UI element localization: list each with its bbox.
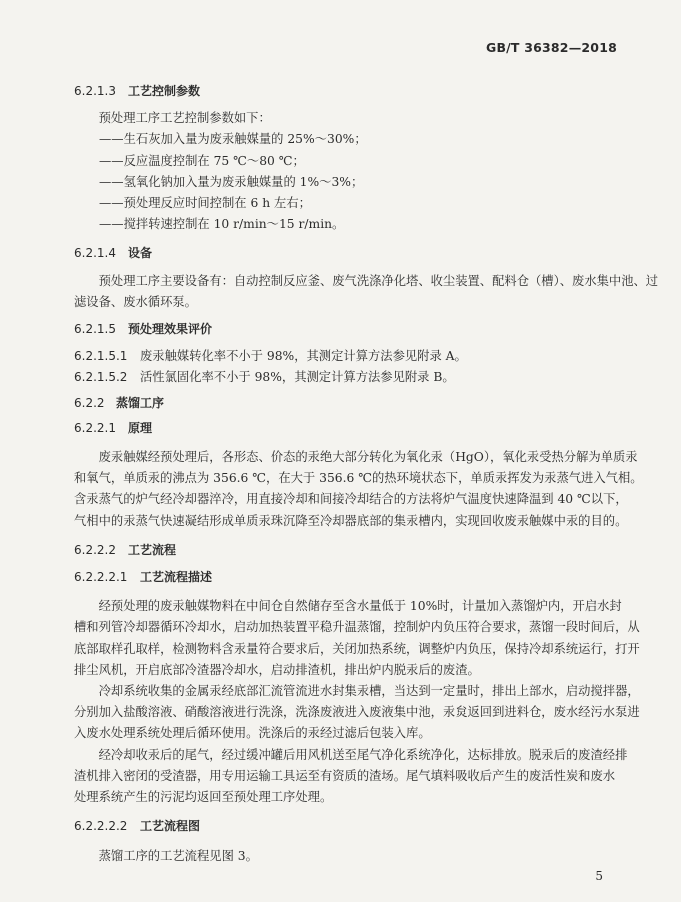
text-line: 经冷却收汞后的尾气，经过缓冲罐后用风机送至尾气净化系统净化，达标排放。脱汞后的废渣经排 [98,747,628,762]
heading-6-2-2-2 [74,540,622,561]
heading-title: 设备 [128,246,153,261]
paragraph-equipment [74,271,659,313]
heading-title: 工艺流程图 [140,819,201,834]
standard-number: GB/T 36382—2018 [485,40,617,55]
list-item: ——预处理反应时间控制在 6 h 左右； [99,196,311,211]
text-line: 和氧气，单质汞的沸点为 356.6 ℃，在大于 356.6 ℃的热环境状态下，单质汞挥发为汞蒸气进入气相。 [74,471,643,486]
text-line: 入废水处理系统处理后循环使用。洗涤后的汞经过滤后包装入库。 [74,726,431,741]
list-item: ——生石灰加入量为废汞触媒量的 25%～30%； [99,132,367,147]
text-line: 渣机排入密闭的受渣器，用专用运输工具运至有资质的渣场。尾气填料吸收后产生的废活性炭和废水 [74,768,616,783]
paragraph-intro: 预处理工序工艺控制参数如下： [98,111,271,126]
text-line: 处理系统产生的污泥均返回至预处理工序处理。 [74,790,333,805]
heading-6-2-1-4 [74,243,622,264]
clause-text: 废汞触媒转化率不小于 98%，其测定计算方法参见附录 A。 [140,349,467,364]
paragraph-process-1 [74,596,640,681]
heading-title: 工艺控制参数 [128,84,201,98]
heading-number: 6.2.2.1 [74,420,116,435]
heading-6-2-1-3 [74,81,622,102]
heading-title: 预处理效果评价 [128,322,213,337]
heading-6-2-2 [74,393,622,414]
paragraph-process-3 [74,745,628,809]
text-line: 滤设备、废水循环泵。 [74,294,197,309]
heading-number: 6.2.2.2.2 [74,819,128,834]
heading-number: 6.2.2.2.1 [74,570,128,585]
clause-number: 6.2.1.5.1 [74,349,128,364]
page-number: 5 [595,869,603,883]
text-line: 排尘风机，开启底部冷渣器冷却水，启动排渣机，排出炉内脱汞后的废渣。 [74,662,480,677]
paragraph-principle [74,447,643,532]
heading-title: 蒸馏工序 [116,395,165,410]
clause-number: 6.2.1.5.2 [74,370,128,385]
heading-number: 6.2.1.5 [74,322,116,337]
list-item: ——反应温度控制在 75 ℃～80 ℃； [99,153,305,168]
heading-title: 工艺流程描述 [140,570,213,585]
text-line: 气相中的汞蒸气快速凝结形成单质汞珠沉降至冷却器底部的集汞槽内，实现回收废汞触媒中汞的目的。 [74,513,628,528]
page-content [74,81,659,867]
heading-number: 6.2.1.4 [74,246,116,261]
text-line: 经预处理的废汞触媒物料在中间仓自然储存至含水量低于 10%时，计量加入蒸馏炉内，开启水封 [98,599,622,614]
text-line: 含汞蒸气的炉气经冷却器淬冷，用直接冷却和间接冷却结合的方法将炉气温度快速降温到 40 ℃以下， [74,492,628,507]
heading-6-2-2-2-1 [74,567,622,588]
paragraph-flowchart-ref: 蒸馏工序的工艺流程见图 3。 [98,848,258,863]
text-line: 槽和列管冷却器循环冷却水，启动加热装置平稳升温蒸馏，控制炉内负压符合要求，蒸馏一段时间后，从 [74,620,640,635]
heading-6-2-2-1 [74,418,622,439]
list-item: ——氢氧化钠加入量为废汞触媒量的 1%～3%； [99,174,364,189]
clause-6-2-1-5-1 [74,346,622,367]
text-line: 废汞触媒经预处理后，各形态、价态的汞绝大部分转化为氧化汞（HgO），氧化汞受热分解为单质汞 [98,450,638,465]
parameter-list [74,129,622,235]
heading-6-2-2-2-2 [74,816,622,837]
text-line: 底部取样孔取样，检测物料含汞量符合要求后，关闭加热系统，调整炉内负压，保持冷却系统运行，打开 [74,641,640,656]
clause-6-2-1-5-2 [74,367,622,388]
clause-text: 活性氯固化率不小于 98%，其测定计算方法参见附录 B。 [140,370,455,385]
text-line: 预处理工序主要设备有：自动控制反应釜、废气洗涤净化塔、收尘装置、配料仓（槽）、废水集中池、过 [98,273,659,288]
heading-6-2-1-5 [74,319,622,340]
paragraph-process-2 [74,681,640,745]
list-item: ——搅拌转速控制在 10 r/min～15 r/min。 [99,217,345,232]
heading-number: 6.2.2.2 [74,542,116,557]
text-line: 分别加入盐酸溶液、硝酸溶液进行洗涤，洗涤废液进入废液集中池，汞炱返回到进料仓，废水经污水泵进 [74,705,640,720]
text-line: 冷却系统收集的金属汞经底部汇流管流进水封集汞槽，当达到一定量时，排出上部水，启动搅拌器， [98,684,640,699]
heading-number: 6.2.2 [74,395,105,410]
heading-number: 6.2.1.3 [74,84,116,98]
heading-title: 工艺流程 [128,542,177,557]
heading-title: 原理 [128,420,153,435]
